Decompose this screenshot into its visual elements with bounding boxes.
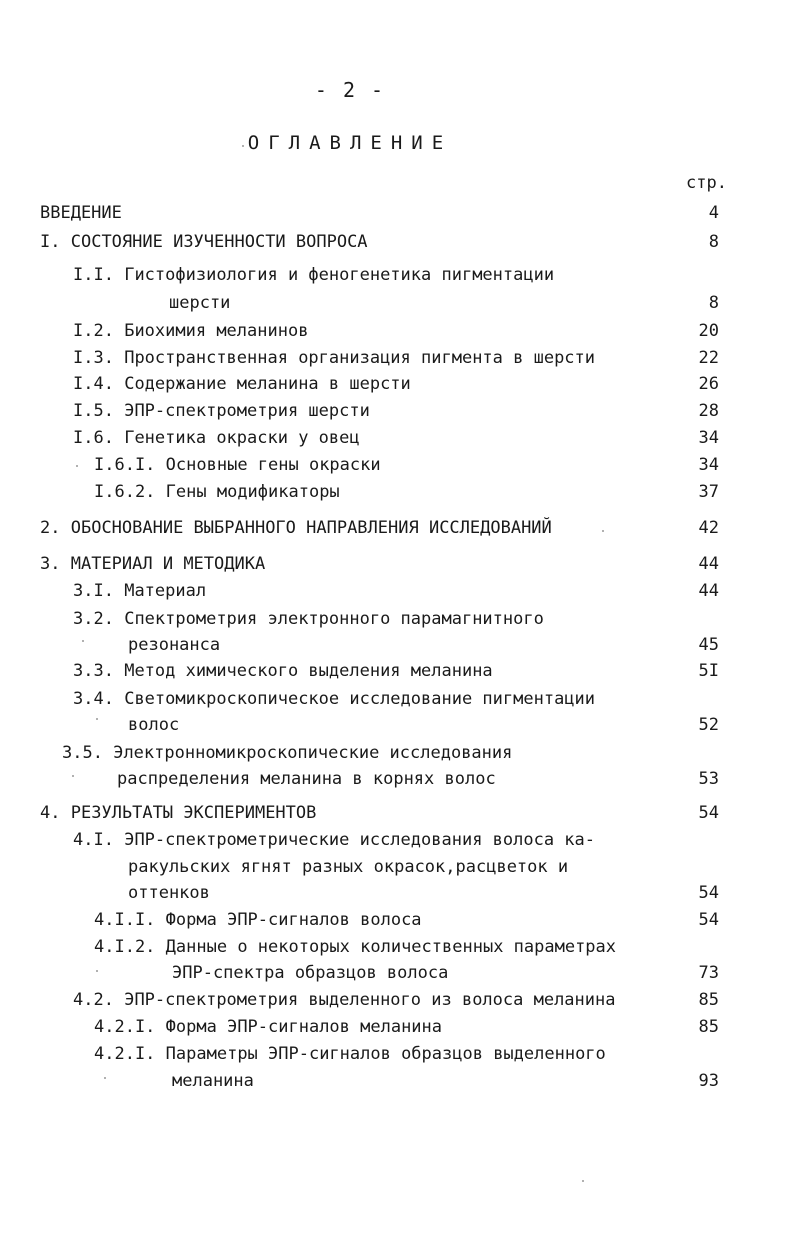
toc-entry-text: Спектрометрия электронного парамагнитного (124, 609, 544, 629)
toc-entry-number: I.6.2. (94, 482, 156, 502)
toc-entry-text: Метод химического выделения меланина (124, 661, 493, 681)
toc-entry-page: 37 (698, 482, 719, 502)
toc-entry-number: I.I. (73, 265, 114, 285)
toc-entry-number: 4.2.I. (94, 1017, 156, 1037)
toc-entry-3-1 (73, 578, 206, 605)
toc-entry-page: 5I (698, 661, 719, 681)
toc-entry-continuation: резонанса (128, 635, 221, 655)
toc-title: ОГЛАВЛЕНИЕ (247, 132, 453, 154)
toc-entry-page: 52 (698, 715, 719, 735)
toc-entry-page: 44 (698, 581, 719, 601)
toc-entry-4-1-2 (94, 934, 616, 961)
scan-speck (96, 970, 98, 972)
toc-entry-4-1 (73, 827, 595, 854)
toc-entry-4-2 (73, 987, 615, 1014)
toc-entry-continuation: ЭПР-спектра образцов волоса (172, 963, 449, 983)
toc-entry-text: Электронномикроскопические исследования (113, 743, 513, 763)
toc-entry-4 (40, 800, 316, 827)
toc-entry-page: 54 (698, 910, 719, 930)
toc-entry-text: Параметры ЭПР-сигналов образцов выделенного (165, 1044, 606, 1064)
toc-entry-text: Данные о некоторых количественных параметрах (165, 937, 617, 957)
page-number: - 2 - (314, 78, 386, 102)
scan-speck (82, 640, 84, 642)
toc-entry-number: I.5. (73, 401, 114, 421)
toc-entry-page: 42 (698, 518, 719, 538)
toc-entry-3-3 (73, 658, 493, 685)
toc-entry-1-2 (73, 318, 308, 345)
toc-entry-number: 4. (40, 803, 61, 823)
toc-entry-number: I.4. (73, 374, 114, 394)
toc-entry-3-4 (73, 686, 595, 713)
toc-entry-page: 93 (698, 1071, 719, 1091)
toc-entry-page: 73 (698, 963, 719, 983)
toc-entry-number: 4.I.I. (94, 910, 156, 930)
toc-entry-4-1-1 (94, 907, 422, 934)
toc-entry-1-5 (73, 398, 370, 425)
toc-entry-text: ЭПР-спектрометрия выделенного из волоса меланина (124, 990, 616, 1010)
toc-entry-page: 8 (708, 232, 719, 252)
toc-entry-2 (40, 515, 552, 542)
toc-entry-number: 3.2. (73, 609, 114, 629)
toc-entry-text: МАТЕРИАЛ И МЕТОДИКА (70, 554, 266, 574)
toc-entry-page: 44 (698, 554, 719, 574)
toc-entry-page: 34 (698, 455, 719, 475)
toc-entry-page: 8 (708, 293, 719, 313)
toc-entry-number: I.2. (73, 321, 114, 341)
toc-entry-page: 54 (698, 803, 719, 823)
toc-entry-text: Гены модификаторы (165, 482, 340, 502)
toc-entry-1 (40, 229, 368, 256)
toc-entry-text: ОБОСНОВАНИЕ ВЫБРАННОГО НАПРАВЛЕНИЯ ИССЛЕДОВАНИЙ (70, 518, 552, 538)
toc-entry-1-6-1 (94, 452, 381, 479)
toc-entry-number: I.3. (73, 348, 114, 368)
toc-entry-page: 20 (698, 321, 719, 341)
toc-entry-number: 4.I. (73, 830, 114, 850)
scan-speck (72, 775, 74, 777)
toc-entry-1-6-2 (94, 479, 340, 506)
toc-entry-1-1 (73, 262, 554, 289)
scan-speck (582, 1180, 584, 1182)
toc-entry-text: Биохимия меланинов (124, 321, 309, 341)
toc-entry-continuation: шерсти (169, 293, 231, 313)
toc-entry-page: 28 (698, 401, 719, 421)
toc-entry-text: Форма ЭПР-сигналов меланина (165, 1017, 443, 1037)
toc-entry-page: 34 (698, 428, 719, 448)
toc-entry-text: Светомикроскопическое исследование пигментации (124, 689, 596, 709)
toc-entry-page: 85 (698, 1017, 719, 1037)
toc-entry-page: 53 (698, 769, 719, 789)
toc-entry-text: Материал (124, 581, 207, 601)
toc-entry-intro (40, 200, 122, 227)
scan-speck (104, 1077, 106, 1079)
toc-entry-continuation: меланина (172, 1071, 254, 1091)
toc-entry-number: 3.5. (62, 743, 103, 763)
scan-speck (602, 530, 604, 532)
toc-entry-text: Форма ЭПР-сигналов волоса (165, 910, 422, 930)
toc-entry-page: 26 (698, 374, 719, 394)
toc-entry-4-2-2 (94, 1041, 606, 1068)
toc-entry-number: 4.2. (73, 990, 114, 1010)
toc-entry-text: СОСТОЯНИЕ ИЗУЧЕННОСТИ ВОПРОСА (70, 232, 368, 252)
toc-entry-4-2-1 (94, 1014, 442, 1041)
toc-entry-page: 54 (698, 883, 719, 903)
scan-speck (76, 465, 78, 467)
toc-entry-number: 3.I. (73, 581, 114, 601)
page-column-label: стр. (686, 173, 727, 193)
toc-entry-1-4 (73, 371, 411, 398)
toc-entry-text: ЭПР-спектрометрические исследования волоса ка- (124, 830, 596, 850)
toc-entry-page: 22 (698, 348, 719, 368)
toc-entry-text: РЕЗУЛЬТАТЫ ЭКСПЕРИМЕНТОВ (70, 803, 317, 823)
toc-entry-number: 2. (40, 518, 61, 538)
toc-entry-text: Основные гены окраски (165, 455, 381, 475)
toc-entry-3 (40, 551, 265, 578)
toc-entry-text: Генетика окраски у овец (124, 428, 360, 448)
toc-entry-number: I. (40, 232, 61, 252)
toc-entry-text: ВВЕДЕНИЕ (40, 203, 122, 223)
toc-entry-page: 85 (698, 990, 719, 1010)
toc-entry-page: 4 (708, 203, 719, 223)
toc-entry-number: 3.3. (73, 661, 114, 681)
scan-speck (242, 145, 244, 147)
toc-entry-number: 4.2.I. (94, 1044, 156, 1064)
toc-entry-1-3 (73, 345, 595, 372)
toc-entry-1-6 (73, 425, 360, 452)
toc-entry-number: 3.4. (73, 689, 114, 709)
toc-entry-3-5 (62, 740, 512, 767)
scan-speck (96, 718, 98, 720)
toc-entry-number: I.6. (73, 428, 114, 448)
toc-entry-text: ЭПР-спектрометрия шерсти (124, 401, 370, 421)
toc-entry-number: 3. (40, 554, 61, 574)
toc-entry-continuation: волос (128, 715, 180, 735)
toc-entry-text: Пространственная организация пигмента в шерсти (124, 348, 596, 368)
toc-entry-continuation: ракульских ягнят разных окрасок,расцветок и (128, 857, 569, 877)
toc-entry-page: 45 (698, 635, 719, 655)
toc-entry-continuation: распределения меланина в корнях волос (117, 769, 496, 789)
toc-entry-3-2 (73, 606, 544, 633)
toc-entry-text: Содержание меланина в шерсти (124, 374, 411, 394)
toc-entry-text: Гистофизиология и феногенетика пигментации (124, 265, 555, 285)
toc-entry-number: I.6.I. (94, 455, 156, 475)
toc-entry-number: 4.I.2. (94, 937, 156, 957)
toc-entry-continuation: оттенков (128, 883, 210, 903)
